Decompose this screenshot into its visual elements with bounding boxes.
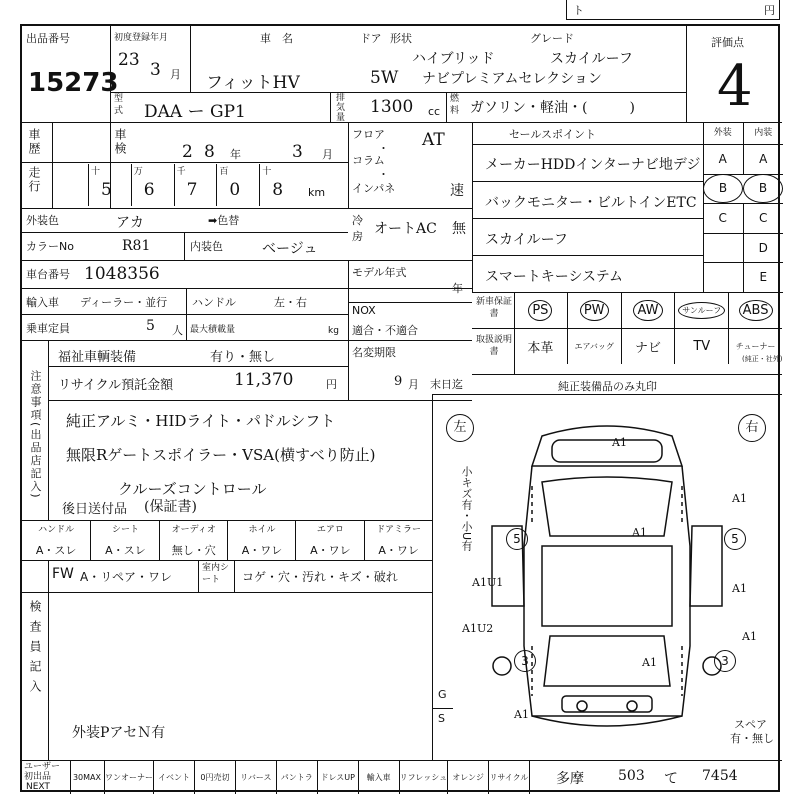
tuner-sub: (純正・社外) — [742, 355, 783, 363]
condition-col — [364, 520, 433, 560]
max-label: 30MAX — [70, 760, 105, 794]
grade-int-cell: A — [759, 151, 768, 166]
fw-value: A・リペア・ワレ — [80, 570, 172, 584]
score-box — [686, 26, 783, 122]
notes-side-label: 注意事項(出品店記入) — [29, 370, 42, 500]
odometer-digit-cell — [88, 164, 131, 206]
note-line3: クルーズコントロール — [118, 480, 267, 498]
spare-value: 有・無し — [730, 732, 774, 745]
colorno-value: R81 — [122, 238, 151, 254]
g-label: G — [438, 688, 447, 701]
disp-value: 1300 — [370, 97, 414, 117]
inspector-label: 検査員記入 — [28, 600, 42, 700]
trans-value: AT — [422, 130, 445, 150]
grade-ext-cell — [703, 233, 744, 263]
equipment-label: サンルーフ — [678, 302, 725, 319]
sales-line-text: バックモニター・ビルトインETC — [485, 195, 697, 211]
fw-row — [48, 560, 432, 592]
sales-title: セールスポイント — [509, 128, 597, 141]
bottom-item: オレンジ — [448, 760, 489, 794]
user-label: ユーザー初出品 — [24, 762, 61, 782]
condition-header: オーディオ — [171, 525, 216, 535]
condition-value: 無し・穴 — [171, 544, 216, 557]
grade-int-cell: E — [759, 270, 768, 285]
note-line2: 無限Rゲートスポイラー・VSA(横すべり防止) — [66, 446, 376, 464]
equipment-label: 本革 — [527, 340, 554, 356]
sales-line — [473, 255, 703, 293]
grade-line2: ナビプレミアムセレクション — [422, 71, 602, 87]
month-unit: 月 — [170, 68, 181, 81]
disp-unit: cc — [428, 105, 441, 118]
run-label: 走行 — [27, 166, 41, 194]
sales-line — [473, 218, 703, 256]
sales-box — [472, 122, 783, 292]
name-change-month-unit: 月 — [408, 378, 419, 391]
score-label: 評価点 — [711, 36, 744, 49]
column-label: コラム — [352, 154, 385, 167]
welfare-label: 福祉車輌装備 — [58, 350, 137, 365]
grade-row — [703, 262, 783, 293]
equipment-label: PS — [528, 300, 552, 321]
grade-line1: スカイルーフ — [550, 51, 633, 67]
odometer — [88, 164, 302, 206]
odometer-digit-cell — [216, 164, 259, 206]
cooling-label: 冷房 — [352, 214, 363, 243]
recycle-label: リサイクル預託金額 — [58, 378, 174, 393]
equipment-cell — [567, 328, 621, 364]
condition-value: A・スレ — [105, 544, 146, 557]
condition-col — [227, 520, 296, 560]
plate-kana: て — [664, 771, 678, 787]
door-label: ドア — [360, 32, 382, 45]
spare-label: スペア — [734, 718, 767, 731]
grade-ext-label: 外装 — [703, 122, 744, 144]
sales-line — [473, 181, 703, 219]
damage-mark: A1 — [514, 708, 529, 721]
equipment-label: AW — [633, 300, 662, 321]
inspector-note: 外装PアセＮ有 — [72, 725, 166, 741]
equipment-cell — [674, 328, 728, 364]
minor-damage-label: 小キズ有・小U有 — [460, 466, 473, 552]
car-name: フィットHV — [206, 73, 300, 93]
after-label: 後日送付品 — [62, 502, 128, 517]
grade-row — [703, 144, 783, 175]
shape-label: 形状 — [390, 32, 412, 45]
welfare-value: 有り・無し — [210, 350, 276, 365]
fw-label: FW — [52, 566, 74, 582]
equipment-cell — [514, 292, 567, 328]
sales-line-text: スマートキーシステム — [485, 269, 624, 285]
equipment-cell — [514, 328, 567, 364]
door-value: 5W — [370, 68, 399, 88]
floor-label: フロア — [352, 128, 385, 141]
tire-mark: 5 — [506, 528, 528, 550]
model-year-label: モデル年式 — [352, 266, 407, 279]
first-reg-box — [110, 26, 191, 92]
seat-label: 室内シート — [202, 563, 230, 585]
type-label: 型式 — [114, 94, 124, 116]
grade-label: グレード — [530, 32, 574, 45]
bottom-item: パントラ — [277, 760, 318, 794]
inspection-label: 車検 — [113, 128, 127, 156]
odometer-digit: 5 — [101, 180, 112, 200]
condition-header: ホイル — [248, 525, 276, 535]
equipment-label: チューナー — [735, 341, 776, 351]
plate-number: 7454 — [702, 768, 738, 784]
load-unit: kg — [328, 326, 339, 336]
left-side-label: 左 — [446, 414, 474, 442]
first-reg-month: 3 — [150, 60, 161, 80]
price-strip — [566, 0, 780, 20]
condition-header: ハンドル — [38, 525, 75, 535]
odometer-digit-cell — [131, 164, 174, 206]
none-label: 無 — [452, 221, 466, 237]
warranty-label: 新車保証書 — [475, 297, 512, 319]
repaint-label: ➡色替 — [208, 214, 240, 227]
inspector-side — [22, 560, 49, 760]
grade-row — [703, 233, 783, 264]
bottom-item: リサイクル — [489, 760, 530, 794]
capacity-unit: 人 — [172, 324, 183, 337]
exterior-label: 外装色 — [26, 214, 59, 227]
note-line1: 純正アルミ・HIDライト・パドルシフト — [66, 412, 336, 430]
damage-mark: A1U2 — [462, 622, 494, 635]
interior-label: 内装色 — [190, 240, 223, 253]
bottom-item: リバース — [236, 760, 277, 794]
fuel-value: ガソリン・軽油・( ) — [470, 100, 635, 116]
equipment-cell — [621, 328, 675, 364]
odometer-digit-label: 十 — [91, 167, 101, 177]
plate-area: 多摩 — [556, 771, 584, 787]
condition-header: シート — [111, 525, 139, 535]
bottom-item: 0円売切 — [195, 760, 236, 794]
capacity-label: 乗車定員 — [26, 322, 70, 335]
equipment-label: ナビ — [634, 340, 661, 356]
grade-row — [703, 203, 783, 234]
condition-value: A・スレ — [35, 544, 77, 557]
history-label: 車歴 — [27, 128, 41, 156]
damage-mark: A1 — [732, 582, 747, 595]
grade-grid — [703, 122, 783, 292]
handle-value: 左・右 — [274, 296, 307, 309]
equipment-cell — [621, 292, 675, 328]
plate-class: 503 — [618, 768, 645, 784]
odometer-digit: 7 — [186, 180, 198, 200]
right-side-label: 右 — [738, 414, 766, 442]
type-value: DAA ー GP1 — [144, 102, 246, 122]
auction-sheet — [20, 24, 783, 792]
disp-label: 排気量 — [336, 93, 346, 123]
equipment-label: TV — [693, 338, 711, 354]
shape-value: ハイブリッド — [412, 51, 495, 67]
history-box — [22, 122, 349, 208]
car-name-box — [190, 26, 686, 92]
notes-side — [22, 340, 49, 520]
grade-row — [703, 174, 783, 205]
sales-lines — [473, 144, 704, 292]
name-change-label: 名変期限 — [352, 346, 396, 359]
odometer-digit: 8 — [272, 180, 284, 200]
chassis-value: 1048356 — [84, 264, 160, 284]
odometer-digit-label: 十 — [262, 167, 272, 177]
condition-value: A・ワレ — [310, 544, 351, 557]
sales-line-text: メーカーHDDインターナビ地デジ — [485, 157, 701, 173]
strip-fragment: ト — [573, 4, 584, 17]
grade-ext-cell — [703, 262, 744, 292]
lot-label: 出品番号 — [26, 32, 70, 45]
grade-header — [703, 122, 783, 145]
bottom-item: ワンオーナー — [105, 760, 154, 794]
seat-value: コゲ・穴・汚れ・キズ・破れ — [242, 570, 398, 584]
s-label: S — [438, 712, 445, 725]
name-change-month: 9 — [394, 374, 403, 389]
bottom-item: ドレスUP — [318, 760, 359, 794]
tire-mark: 3 — [514, 650, 536, 672]
chassis-label: 車台番号 — [26, 268, 70, 281]
odometer-digit-cell — [259, 164, 302, 206]
condition-col — [22, 520, 90, 560]
name-change-suffix: 末日迄 — [430, 378, 463, 391]
grade-ext-cell: A — [703, 144, 744, 174]
equipment-row1 — [514, 292, 782, 328]
car-name-label: 車 名 — [260, 32, 293, 45]
colorno-label: カラーNo — [26, 240, 74, 253]
after-value: (保証書) — [144, 499, 197, 515]
recycle-value: 11,370 — [234, 370, 294, 390]
grade-ext-cell: C — [703, 203, 744, 233]
damage-mark: A1 — [642, 656, 657, 669]
equipment-cell — [674, 292, 728, 328]
condition-table — [22, 520, 432, 560]
lot-number: 15273 — [28, 68, 119, 98]
equipment-cell — [728, 292, 782, 328]
import-value: ディーラー・並行 — [80, 296, 168, 309]
capacity-value: 5 — [146, 318, 155, 334]
condition-col — [159, 520, 228, 560]
sales-line-text: スカイルーフ — [485, 232, 568, 248]
handle-label: ハンドル — [192, 296, 236, 309]
equipment-label: PW — [580, 300, 609, 321]
grade-int-label: 内装 — [754, 128, 773, 138]
condition-value: A・ワレ — [241, 544, 283, 557]
odometer-digit: 6 — [143, 180, 155, 200]
condition-col — [295, 520, 364, 560]
equipment-cell — [567, 292, 621, 328]
equipment-label: ABS — [739, 300, 773, 321]
type-row — [110, 92, 686, 123]
insp-month: 3 — [292, 142, 303, 162]
odometer-digit-label: 千 — [176, 167, 186, 177]
exterior-value: アカ — [116, 215, 144, 231]
score-value: 4 — [717, 54, 753, 119]
grade-int-cell: B — [743, 174, 783, 204]
bottom-item: リフレッシュ — [400, 760, 448, 794]
import-label: 輸入車 — [26, 296, 59, 309]
cooling-box — [348, 208, 472, 260]
recycle-unit: 円 — [326, 378, 337, 391]
equip-footer: 純正装備品のみ丸印 — [558, 380, 657, 393]
equipment-grid — [472, 292, 782, 374]
cooling-value: オートAC — [374, 221, 437, 237]
sales-line — [473, 144, 703, 181]
speed-label: 速 — [450, 183, 464, 199]
nox-label: NOX — [352, 304, 376, 317]
condition-col — [90, 520, 159, 560]
grade-ext-cell: B — [703, 174, 743, 204]
tire-mark: 3 — [714, 650, 736, 672]
first-reg-label: 初度登録年月 — [114, 33, 169, 43]
transmission-box: フロア ・ コラム ・ インパネ AT 速 — [348, 122, 473, 208]
tire-mark: 5 — [724, 528, 746, 550]
nox-value: 適合・不適合 — [352, 324, 418, 337]
km-unit: km — [308, 186, 326, 199]
odometer-digit: 0 — [229, 180, 241, 200]
month-kanji: 月 — [322, 148, 333, 161]
equipment-label: エアバッグ — [574, 341, 614, 351]
bottom-items — [70, 760, 530, 794]
grade-int-cell: D — [758, 240, 768, 255]
interior-value: ベージュ — [262, 241, 318, 257]
load-label: 最大積載量 — [190, 325, 236, 335]
next-label: NEXT — [26, 782, 50, 792]
condition-value: A・ワレ — [378, 544, 419, 557]
manual-label: 取扱説明書 — [475, 335, 512, 357]
grade-int-cell: C — [759, 210, 768, 225]
condition-header: ドアミラー — [376, 525, 422, 535]
odometer-digit-label: 百 — [219, 167, 229, 177]
year-kanji: 年 — [230, 148, 241, 161]
model-year-unit: 年 — [452, 282, 463, 295]
damage-mark: A1 — [632, 526, 647, 539]
insp-year: 2 — [182, 142, 193, 162]
damage-mark: A1 — [612, 436, 627, 449]
odometer-digit-cell — [174, 164, 217, 206]
bottom-item: 輸入車 — [359, 760, 400, 794]
bottom-strip — [22, 760, 782, 794]
damage-mark: A1 — [732, 492, 747, 505]
yen-label: 円 — [764, 4, 775, 17]
fuel-label: 燃料 — [450, 94, 460, 116]
inpane-label: インパネ — [352, 182, 396, 195]
damage-mark: A1 — [742, 630, 757, 643]
bottom-item: イベント — [154, 760, 195, 794]
damage-diagram — [432, 396, 782, 760]
condition-header: エアロ — [316, 525, 344, 535]
first-reg-year: 23 — [118, 50, 140, 70]
insp-year-unit: 8 — [204, 142, 215, 162]
damage-mark: A1U1 — [472, 576, 504, 589]
odometer-digit-label: 万 — [133, 167, 143, 177]
